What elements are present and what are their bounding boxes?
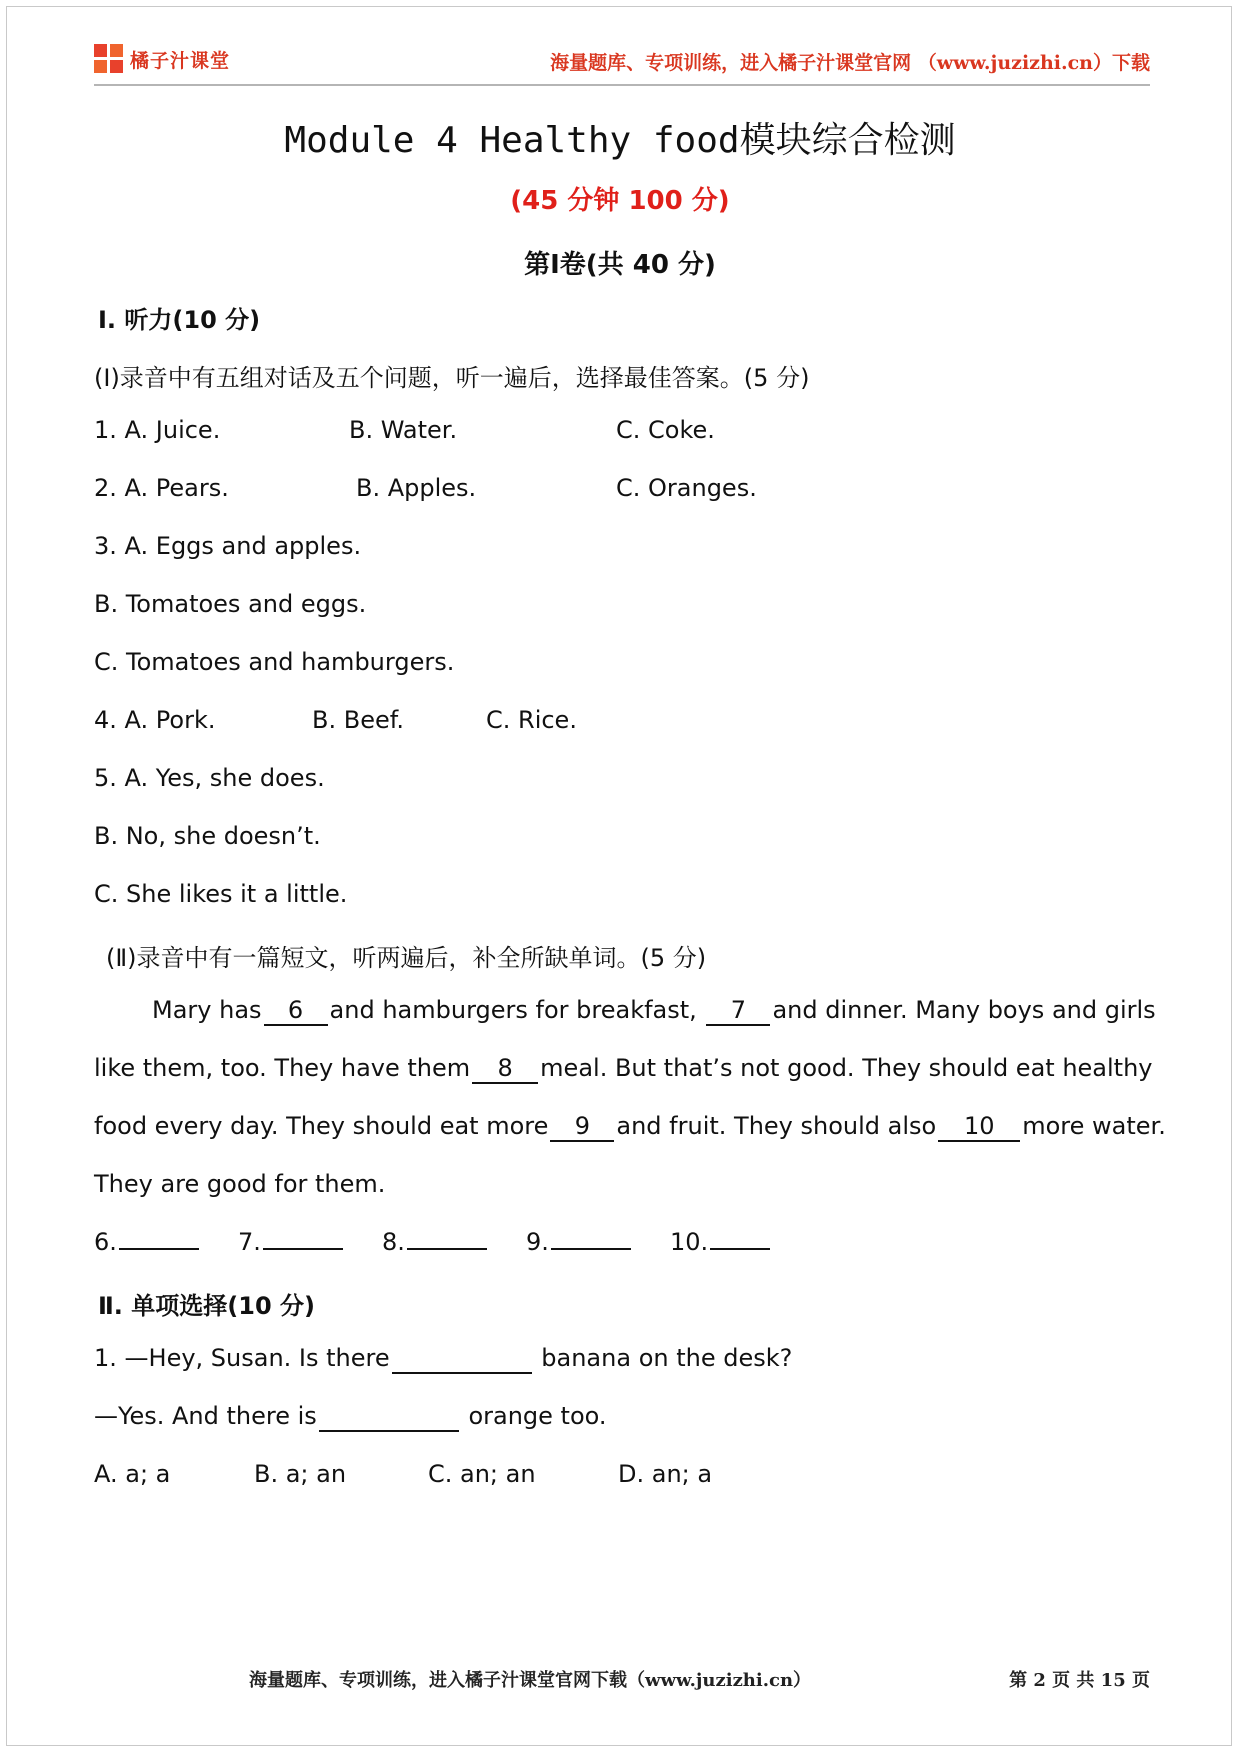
passage-line: Mary has 6 and hamburgers for breakfast, 7 and dinner. Many boys and girls (152, 996, 1156, 1024)
answer-input[interactable] (319, 1404, 459, 1432)
answer-blank: 6 (264, 998, 328, 1026)
option-b: B. Water. (349, 416, 458, 444)
header-divider (94, 84, 1150, 86)
brand-name: 橘子汁课堂 (130, 49, 231, 72)
option-c: C. Tomatoes and hamburgers. (94, 648, 455, 676)
brand-logo (94, 44, 230, 74)
option-d: D. an; a (618, 1460, 713, 1488)
option-c: C. Coke. (616, 416, 715, 444)
section2-heading: Ⅱ. 单项选择(10 分) (98, 1292, 315, 1320)
answer-input[interactable] (392, 1346, 532, 1374)
option-a: 1. A. Juice. (94, 416, 221, 444)
answer-label: 8. (382, 1228, 405, 1256)
option-b: B. a; an (254, 1460, 347, 1488)
answer-input[interactable] (551, 1246, 631, 1250)
answer-blank: 9 (550, 1114, 614, 1142)
option-c: C. She likes it a little. (94, 880, 348, 908)
option-c: C. an; an (428, 1460, 536, 1488)
answer-blank: 7 (706, 998, 770, 1026)
option-a: 3. A. Eggs and apples. (94, 532, 362, 560)
answer-blank: 10 (938, 1114, 1020, 1142)
answer-label: 9. (526, 1228, 549, 1256)
option-c: C. Oranges. (616, 474, 757, 502)
answer-label: 6. (94, 1228, 117, 1256)
option-a: 5. A. Yes, she does. (94, 764, 325, 792)
answer-input[interactable] (407, 1246, 487, 1250)
answer-label: 10. (670, 1228, 709, 1256)
logo-icon (94, 44, 124, 74)
option-c: C. Rice. (486, 706, 577, 734)
section1-sub2-instruction: (Ⅱ)录音中有一篇短文，听两遍后，补全所缺单词。(5 分) (106, 944, 707, 972)
section1-sub1-instruction: (Ⅰ)录音中有五组对话及五个问题，听一遍后，选择最佳答案。(5 分) (94, 364, 810, 392)
page-title: Module 4 Healthy food模块综合检测 (284, 120, 956, 161)
part-heading: 第Ⅰ卷(共 40 分) (524, 250, 716, 280)
page-number: 第 2 页 共 15 页 (1009, 1670, 1150, 1691)
option-b: B. No, she doesn’t. (94, 822, 321, 850)
option-a: 2. A. Pears. (94, 474, 229, 502)
question-line: 1. —Hey, Susan. Is there banana on the desk? (94, 1344, 793, 1372)
answer-input[interactable] (119, 1246, 199, 1250)
answer-label: 7. (238, 1228, 261, 1256)
answer-input[interactable] (710, 1246, 770, 1250)
section1-heading: Ⅰ. 听力(10 分) (98, 306, 261, 334)
passage-line: They are good for them. (94, 1170, 386, 1198)
option-a: 4. A. Pork. (94, 706, 216, 734)
answer-blank: 8 (472, 1056, 538, 1084)
answer-input[interactable] (263, 1246, 343, 1250)
option-b: B. Tomatoes and eggs. (94, 590, 367, 618)
passage-line: like them, too. They have them 8 meal. But that’s not good. They should eat healthy (94, 1054, 1153, 1082)
page-header (94, 42, 1150, 82)
question-line: —Yes. And there is orange too. (94, 1402, 607, 1430)
footer-text: 海量题库、专项训练，进入橘子汁课堂官网下载（www.juzizhi.cn） (248, 1670, 812, 1691)
option-b: B. Apples. (356, 474, 477, 502)
passage-line: food every day. They should eat more 9 and fruit. They should also 10 more water. (94, 1112, 1166, 1140)
header-slogan: 海量题库、专项训练，进入橘子汁课堂官网 （www.juzizhi.cn）下载 (550, 52, 1150, 74)
option-a: A. a; a (94, 1460, 171, 1488)
option-b: B. Beef. (312, 706, 405, 734)
exam-time-score: (45 分钟 100 分) (510, 186, 730, 216)
